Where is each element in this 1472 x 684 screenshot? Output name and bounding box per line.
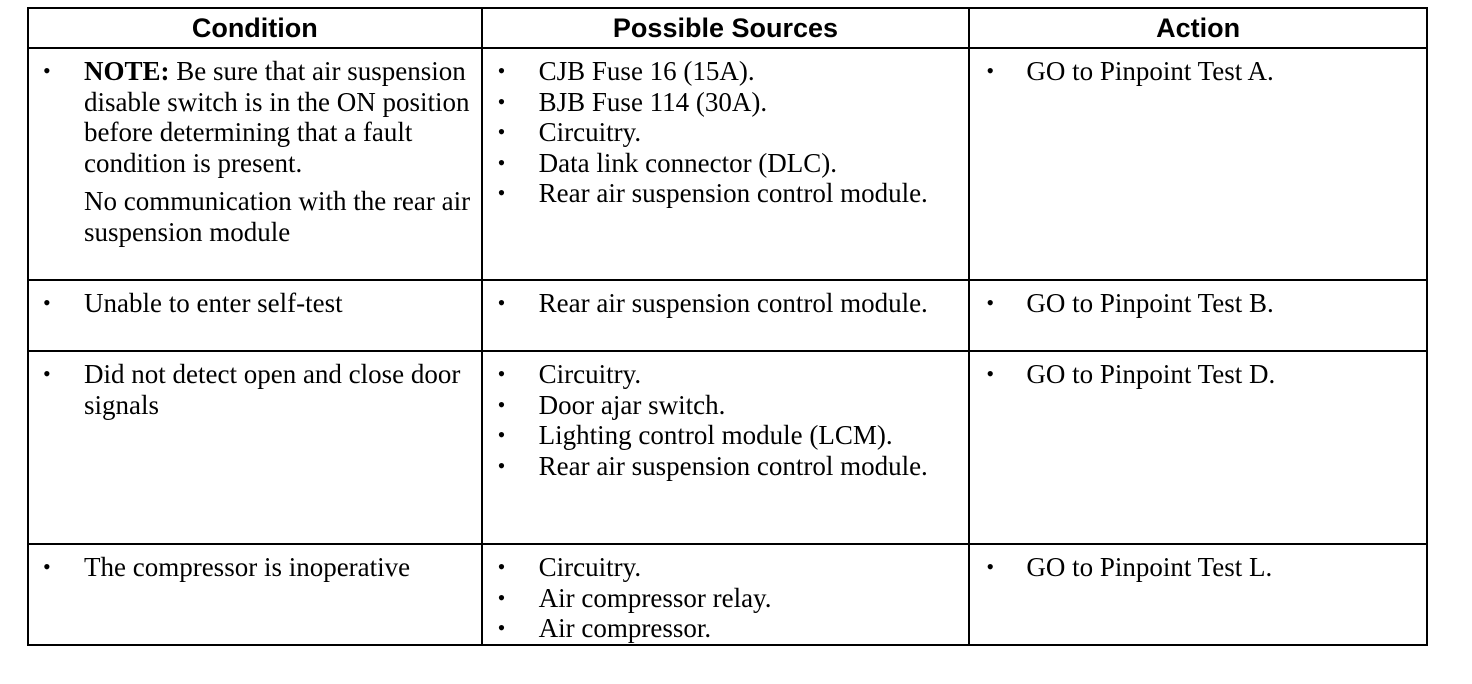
- action-link: GO to Pinpoint Test A.: [1026, 56, 1274, 86]
- action-link: GO to Pinpoint Test L.: [1026, 552, 1273, 582]
- condition-cell: [28, 48, 482, 280]
- bullet-icon: •: [497, 554, 506, 579]
- source-item: • Lighting control module (LCM).: [497, 420, 893, 450]
- condition-text: Did not detect open and close door signals: [84, 359, 461, 420]
- action-cell: [969, 48, 1427, 280]
- bullet-icon: •: [497, 149, 506, 175]
- note-text: Be sure that air suspension disable switch is in the ON position before determining that a fault condition is present.: [84, 56, 470, 178]
- bullet-icon: •: [497, 615, 506, 640]
- bullet-icon: •: [43, 361, 51, 386]
- condition-item: [29, 288, 481, 319]
- table-row: [28, 544, 1427, 645]
- table-row: [28, 351, 1427, 544]
- bullet-icon: •: [497, 584, 506, 610]
- source-item: • Rear air suspension control module.: [497, 450, 928, 481]
- source-item: • Rear air suspension control module.: [497, 288, 928, 318]
- condition-cell: [28, 280, 482, 351]
- condition-text: The compressor is inoperative: [84, 552, 411, 582]
- source-item: • Air compressor.: [497, 613, 712, 643]
- bullet-icon: •: [43, 554, 51, 579]
- bullet-icon: •: [497, 290, 506, 315]
- header-condition: Condition: [28, 8, 482, 48]
- bullet-icon: •: [43, 58, 51, 83]
- condition-text: Unable to enter self-test: [84, 288, 343, 318]
- sources-cell: [482, 544, 970, 645]
- bullet-icon: •: [497, 88, 506, 114]
- bullet-icon: •: [986, 58, 995, 83]
- condition-item: [29, 552, 481, 583]
- condition-item: [29, 359, 481, 420]
- bullet-icon: •: [43, 290, 51, 315]
- bullet-icon: •: [497, 452, 506, 478]
- header-action: Action: [969, 8, 1427, 48]
- condition-cell: [28, 351, 482, 544]
- header-possible-sources: Possible Sources: [482, 8, 970, 48]
- action-cell: [969, 280, 1427, 351]
- action-cell: [969, 544, 1427, 645]
- source-item: • Rear air suspension control module.: [497, 178, 928, 208]
- action-item: [970, 288, 1426, 319]
- diagnosis-table: [27, 7, 1428, 646]
- table-row: [28, 280, 1427, 351]
- sources-cell: [482, 280, 970, 351]
- bullet-icon: •: [986, 290, 995, 315]
- action-link: GO to Pinpoint Test D.: [1026, 359, 1276, 389]
- action-item: [970, 552, 1426, 583]
- sources-cell: [482, 351, 970, 544]
- condition-cell: [28, 544, 482, 645]
- source-item: • Circuitry.: [497, 359, 642, 389]
- source-item: • Circuitry.: [497, 552, 642, 582]
- condition-text: No communication with the rear air suspension module: [84, 186, 471, 247]
- action-cell: [969, 351, 1427, 544]
- sources-cell: [482, 48, 970, 280]
- condition-item: [29, 56, 481, 247]
- source-item: • Data link connector (DLC).: [497, 147, 838, 178]
- action-item: [970, 359, 1426, 390]
- bullet-icon: •: [497, 58, 506, 83]
- source-item: • BJB Fuse 114 (30A).: [497, 86, 768, 117]
- source-item: • Air compressor relay.: [497, 582, 772, 613]
- bullet-icon: •: [497, 361, 506, 386]
- note-label: NOTE:: [84, 56, 170, 86]
- table-row: [28, 48, 1427, 280]
- bullet-icon: •: [497, 180, 506, 205]
- action-item: [970, 56, 1426, 87]
- source-item: • Circuitry.: [497, 117, 642, 147]
- header-row: [28, 8, 1427, 48]
- action-link: GO to Pinpoint Test B.: [1026, 288, 1274, 318]
- bullet-icon: •: [497, 391, 506, 417]
- bullet-icon: •: [986, 361, 995, 386]
- bullet-icon: •: [497, 422, 506, 447]
- source-item: • Door ajar switch.: [497, 389, 726, 420]
- bullet-icon: •: [497, 119, 506, 144]
- bullet-icon: •: [986, 554, 995, 579]
- source-item: • CJB Fuse 16 (15A).: [497, 56, 755, 86]
